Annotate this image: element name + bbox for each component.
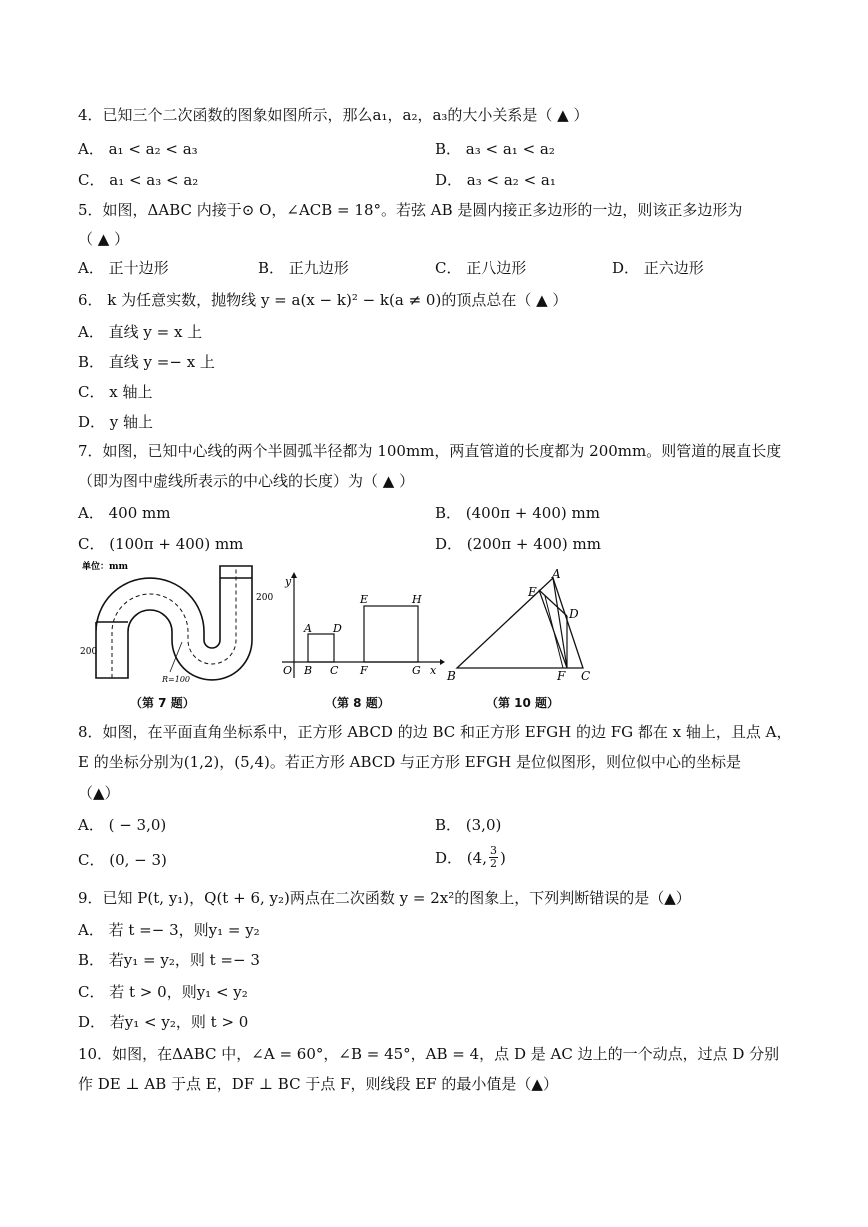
q10-stem-cont: 作 DE ⊥ AB 于点 E，DF ⊥ BC 于点 F，则线段 EF 的最小值是（▲）: [78, 1075, 558, 1093]
fig8-label-h: H: [412, 593, 422, 606]
q4-option-d: D． a₃ < a₂ < a₁: [435, 171, 556, 189]
q9-option-b: B． 若y₁ = y₂，则 t =− 3: [78, 951, 260, 969]
q8-option-d-prefix: D． (4,: [435, 848, 487, 867]
fig8-label-a: A: [304, 622, 312, 635]
figure-7-pipe: [78, 560, 278, 688]
fig10-label-d: D: [569, 607, 579, 621]
q8-option-d-suffix: ): [499, 848, 506, 867]
fig8-label-g: G: [412, 664, 421, 677]
fig10-label-f: F: [557, 669, 566, 683]
q4-stem: 4．已知三个二次函数的图象如图所示，那么a₁，a₂，a₃的大小关系是（ ▲ ）: [78, 106, 589, 124]
fig10-caption: （第 10 题）: [486, 696, 560, 710]
q8-stem: 8．如图，在平面直角坐标系中，正方形 ABCD 的边 BC 和正方形 EFGH 的边 FG 都在 x 轴上，且点 A，: [78, 723, 792, 741]
fig8-label-x: x: [430, 664, 437, 677]
q6-option-c: C． x 轴上: [78, 383, 153, 401]
fig8-label-e: E: [360, 593, 369, 606]
q6-option-a: A． 直线 y = x 上: [78, 323, 203, 341]
fig10-label-a: A: [552, 568, 561, 581]
q5-stem-cont: （ ▲ ）: [78, 230, 130, 248]
fig8-label-y: y: [285, 575, 292, 588]
fig8-label-f: F: [360, 664, 368, 677]
q9-stem: 9．已知 P(t, y₁)，Q(t + 6, y₂)两点在二次函数 y = 2x²的图象上，下列判断错误的是（▲）: [78, 889, 691, 907]
q8-option-d-numerator: 3: [489, 844, 497, 857]
fig7-length-left: 200: [80, 647, 98, 657]
figure-8-squares: [280, 570, 445, 682]
figure-10-triangle: [445, 568, 605, 686]
q4-option-c: C． a₁ < a₃ < a₂: [78, 171, 199, 189]
q8-option-d-denominator: 2: [489, 857, 497, 870]
fig7-caption: （第 7 题）: [130, 696, 195, 710]
fig8-label-c: C: [330, 664, 339, 677]
q9-option-c: C． 若 t > 0，则y₁ < y₂: [78, 983, 248, 1001]
q8-stem-cont2: （▲）: [78, 784, 120, 802]
q6-option-d: D． y 轴上: [78, 413, 154, 431]
q7-option-a: A． 400 mm: [78, 504, 171, 522]
q6-option-b: B． 直线 y =− x 上: [78, 353, 215, 371]
q7-stem: 7．如图，已知中心线的两个半圆弧半径都为 100mm，两直管道的长度都为 200mm。则管道的展直长度: [78, 442, 782, 460]
fig10-label-c: C: [581, 669, 591, 683]
q8-option-b: B． (3,0): [435, 816, 502, 834]
q8-option-d-fraction: [489, 845, 498, 870]
q4-option-a: A． a₁ < a₂ < a₃: [78, 140, 198, 158]
q6-stem: 6． k 为任意实数，抛物线 y = a(x − k)² − k(a ≠ 0)的顶点总在（ ▲ ）: [78, 291, 568, 309]
fig10-label-e: E: [528, 585, 537, 599]
q8-option-d: [435, 845, 506, 870]
q7-option-b: B． (400π + 400) mm: [435, 504, 600, 522]
fig8-caption: （第 8 题）: [325, 696, 390, 710]
q5-option-b: B． 正九边形: [258, 259, 349, 277]
fig8-label-d: D: [333, 622, 342, 635]
fig7-unit-label: 单位：mm: [82, 562, 129, 572]
q9-option-a: A． 若 t =− 3，则y₁ = y₂: [78, 921, 260, 939]
q7-option-c: C． (100π + 400) mm: [78, 535, 244, 553]
q8-option-c: C． (0, − 3): [78, 851, 167, 869]
fig10-label-b: B: [447, 669, 456, 683]
q5-option-d: D． 正六边形: [612, 259, 704, 277]
q8-stem-cont: E 的坐标分别为(1,2)，(5,4)。若正方形 ABCD 与正方形 EFGH 是位似图形，则位似中心的坐标是: [78, 753, 741, 771]
q10-stem: 10．如图，在ΔABC 中，∠A = 60°，∠B = 45°，AB = 4，点 D 是 AC 边上的一个动点，过点 D 分别: [78, 1045, 780, 1063]
fig8-label-o: O: [283, 664, 293, 677]
q5-option-a: A． 正十边形: [78, 259, 169, 277]
q7-stem-cont: （即为图中虚线所表示的中心线的长度）为（ ▲ ）: [78, 472, 415, 490]
q4-option-b: B． a₃ < a₁ < a₂: [435, 140, 555, 158]
q7-option-d: D． (200π + 400) mm: [435, 535, 601, 553]
q5-option-c: C． 正八边形: [435, 259, 527, 277]
fig8-label-b: B: [304, 664, 313, 677]
q8-option-a: A． ( − 3,0): [78, 816, 167, 834]
q5-stem: 5．如图，ΔABC 内接于⊙ O，∠ACB = 18°。若弦 AB 是圆内接正多边形的一边，则该正多边形为: [78, 201, 743, 219]
fig7-radius-label: R=100: [162, 675, 190, 684]
fig7-length-right: 200: [256, 593, 274, 603]
q9-option-d: D． 若y₁ < y₂，则 t > 0: [78, 1013, 249, 1031]
